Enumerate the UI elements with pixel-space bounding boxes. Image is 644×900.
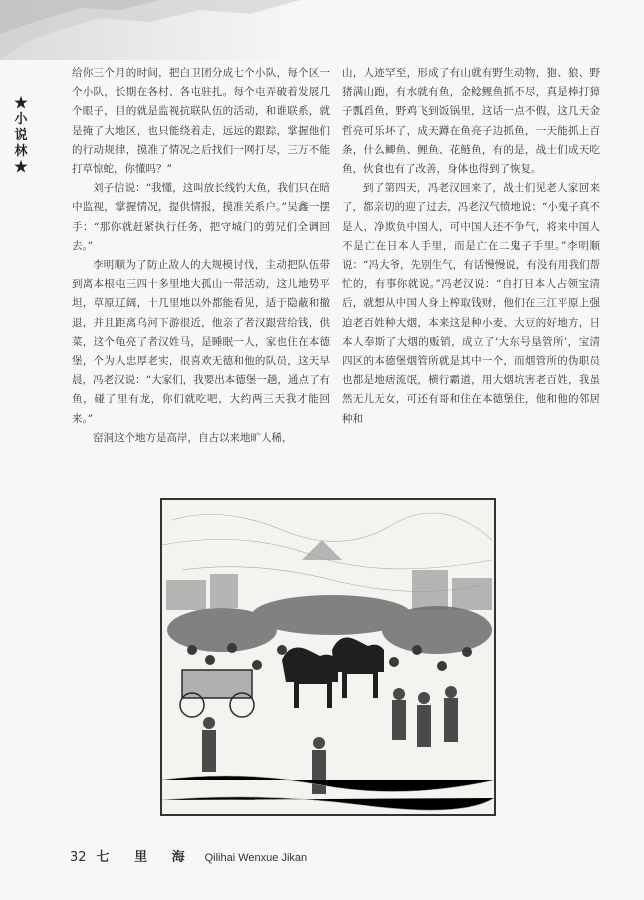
section-tag: ★小说林★ (14, 96, 28, 175)
magazine-name: 七 里 海 (96, 850, 195, 865)
page-number: 32 (70, 850, 87, 865)
right-column (342, 64, 600, 429)
page-footer (70, 846, 308, 865)
crowd-horse-cart-illustration (160, 498, 496, 816)
paragraph: 李明顺为了防止敌人的大规模讨伐，主动把队伍带到离本根屯三四十多里地大孤山一带活动，这儿地势平坦，草原辽阔，十几里地以外都能看见，适于隐蔽和撤退，并且距离乌河下游很近，他亲了者汉跟营给钱，供菜，这个龟亮了者汉姓马，是睡眠一人，家也住在本德堡，个为人忠厚老实，很喜欢无德和他的队员，这天早晨，冯老汉说：“大家们，我要出本德堡一趟，通点了有鱼，碰了里有龙，你们就吃吧，大约两三天我才能回来。” (72, 259, 330, 425)
paragraph: 山，人迹罕至，形成了有山就有野生动物，狍、狼、野猪满山跑，有水就有鱼，金鲶鲤鱼抓不尽，真是棒打獐子瓢舀鱼，野鸡飞到饭锅里，这话一点不假，这几天金哲亮可乐坏了，成天蹲在鱼亮子边抓鱼，一天能抓上百条，什么鲫鱼、鲤鱼、花鲢鱼，有的是，战士们成天吃鱼，伙食也有了改善，身体也得到了恢复。 (342, 67, 600, 176)
magazine-latin-name: Qilihai Wenxue Jikan (204, 852, 308, 864)
page-corner-decoration (0, 0, 300, 60)
paragraph: 到了第四天，冯老汉回来了，战士们见老人家回来了，都亲切的迎了过去，冯老汉气愤地说：“小鬼子真不是人，净欺负中国人，可中国人还不争气，将来中国人不是亡在日本人手里，而是亡在二鬼子手里。”李明顺说：“冯大爷，先别生气，有话慢慢说，有没有用我们帮忙的，有事你就说。”冯老汉说：“自打日本人占领宝清后，就想从中国人身上榨取钱财，他们在三江平原上强迫老百姓种大烟，本来这是种小麦、大豆的好地方，日本人奉斯了大烟的贩销，成立了‘大东号垦管所’，宝清四区的本德堡烟管所就是其中一个，而烟管所的伪职员也都是地痞流氓，横行霸道，用大烟坑害老百姓，我虽然无儿无女，可还有哥和住在本德堡住，他和他的邻居种和 (342, 182, 600, 425)
paragraph: 刘子信说：“我懂，这叫放长线钓大鱼，我们只在暗中监视，掌握情况，提供情报，摸准关系户。”吴鑫一摆手：“那你就赶紧执行任务，把守城门的剪兄们全调回去。” (72, 182, 330, 252)
paragraph: 给你三个月的时间，把白卫团分成七个小队，每个区一个小队，长期在各村、各屯驻扎。每个屯弄破着发展几个眼子，目的就是监视抗联队伍的活动，和谁联系，就是掩了大地区，也只能绕着走，远远的跟踪，掌握他们的行动规律，摸准了情况之后找们一网打尽，三万不能打草惊蛇，你懂吗？” (72, 67, 330, 176)
illustration-drawing (162, 500, 494, 814)
left-column (72, 64, 330, 448)
paragraph: 窑洞这个地方是高岸，自古以来地旷人稀， (93, 431, 293, 444)
